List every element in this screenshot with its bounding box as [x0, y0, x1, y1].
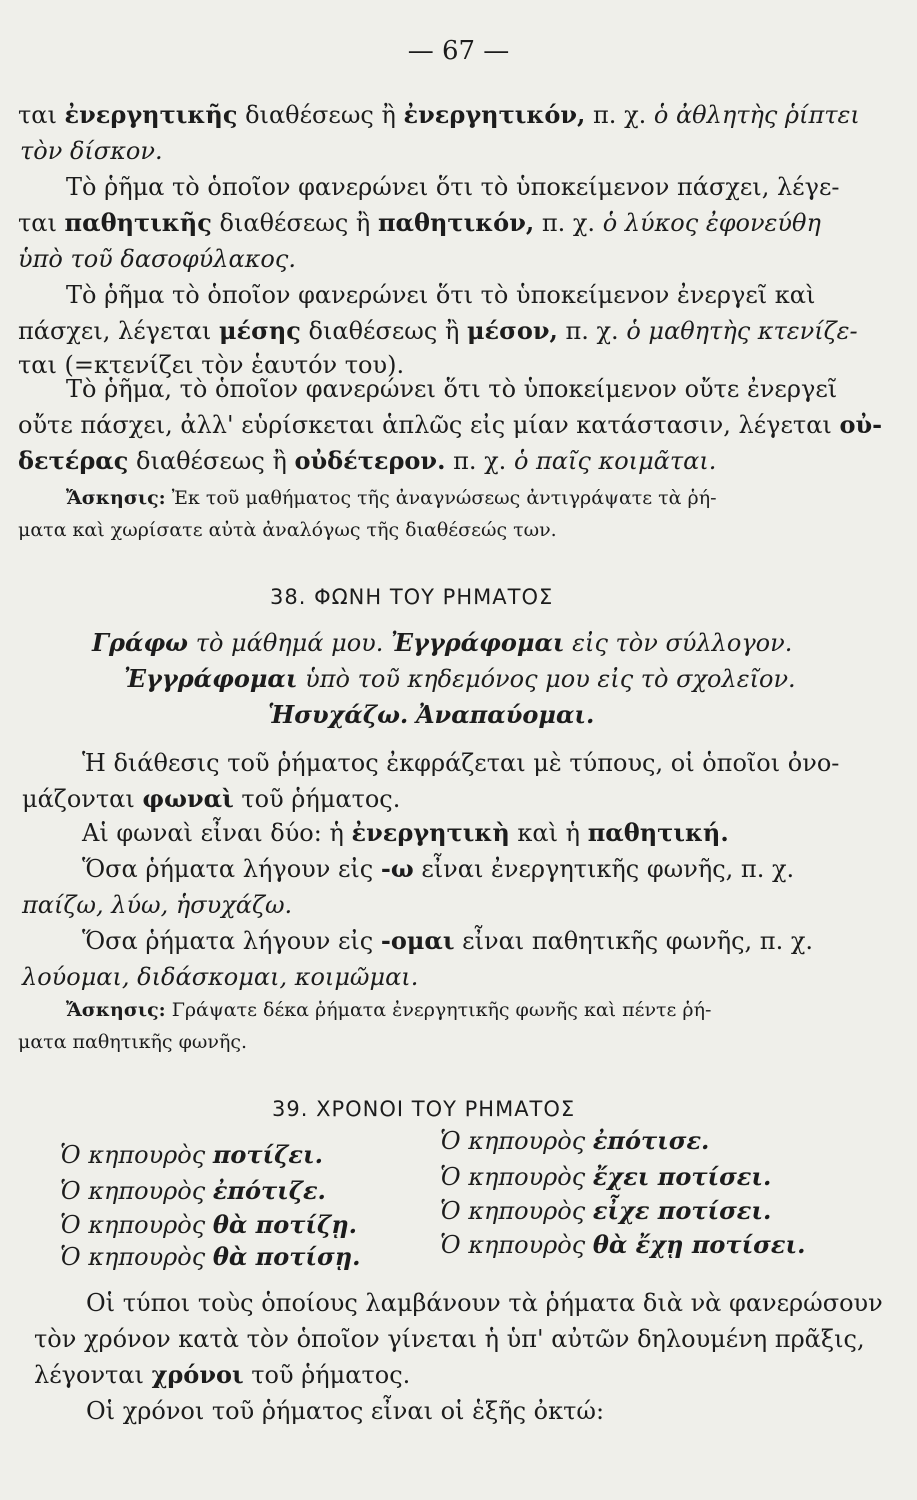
text: διαθέσεως ἢ	[308, 317, 460, 345]
example: τὸ μάθημά μου.	[195, 629, 384, 657]
example-verb: θὰ ποτίζῃ.	[212, 1210, 358, 1239]
tense-example-left-1	[60, 1140, 323, 1170]
example-verb: ἔχει ποτίσει.	[592, 1162, 772, 1191]
text: π. χ.	[593, 101, 647, 129]
page-number: — 67 —	[407, 36, 510, 66]
text: Ἐκ τοῦ μαθήματος τῆς ἀναγνώσεως ἀντιγράψατε τὰ ῥή-	[171, 487, 717, 509]
para3-line2	[18, 316, 858, 346]
example: Ὁ κηπουρὸς	[440, 1127, 586, 1155]
example-verb: θὰ ἔχῃ ποτίσει.	[592, 1230, 806, 1259]
term-voices: φωναὶ	[142, 784, 234, 813]
para2-line3	[18, 244, 296, 274]
ending-omega: -ω	[380, 854, 414, 883]
text: Ὅσα ῥήματα λήγουν εἰς	[82, 927, 374, 955]
text: διαθέσεως ἢ	[219, 209, 371, 237]
text: π. χ.	[453, 447, 507, 475]
exercise2-line1	[66, 998, 711, 1022]
section38-example2	[124, 664, 796, 694]
example-verb: Ἐγγράφομαι	[124, 664, 298, 693]
tense-example-left-3	[60, 1210, 357, 1240]
example: Ὁ κηπουρὸς	[60, 1177, 206, 1205]
para2-line2	[18, 208, 821, 238]
text: κτενίζει τὸν ἑαυτόν του).	[94, 351, 405, 379]
text: λέγονται	[34, 1361, 144, 1389]
example: Ὁ κηπουρὸς	[60, 1141, 206, 1169]
text: τοῦ ῥήματος.	[251, 1361, 411, 1389]
example: παίζω, λύω, ἡσυχάζω.	[22, 891, 293, 919]
ending-omai: -ομαι	[380, 926, 455, 955]
section38-para4-line1	[82, 926, 813, 956]
text: π. χ.	[541, 209, 596, 237]
example-verb: Γράφω	[92, 628, 189, 657]
exercise2-line2: ματα παθητικῆς φωνῆς.	[18, 1031, 248, 1053]
para4-line1: Τὸ ῥῆμα, τὸ ὁποῖον φανερώνει ὅτι τὸ ὑποκείμενον οὔτε ἐνεργεῖ	[66, 375, 838, 403]
exercise1-line1	[66, 486, 717, 510]
example-verb: Ἀναπαύομαι.	[415, 700, 595, 729]
para4-line3	[18, 446, 716, 476]
text: ται	[18, 101, 57, 129]
section39-para1-line3	[34, 1360, 410, 1390]
example: Ὁ κηπουρὸς	[60, 1243, 206, 1271]
text: ται	[18, 209, 57, 237]
tense-example-right-4	[440, 1230, 805, 1260]
text: Γράψατε δέκα ῥήματα ἐνεργητικῆς φωνῆς καὶ πέντε ῥή-	[171, 999, 712, 1021]
example: ὁ ἀθλητὴς ῥίπτει	[653, 101, 860, 129]
text: διαθέσεως ἢ	[136, 447, 287, 475]
exercise-label: Ἄσκησις:	[66, 487, 166, 509]
section39-para2: Οἱ χρόνοι τοῦ ῥήματος εἶναι οἱ ἑξῆς ὀκτώ:	[86, 1397, 605, 1425]
section38-para3-line1	[82, 854, 794, 884]
term-active: ἐνεργητικῆς	[64, 100, 238, 129]
tense-example-right-1	[440, 1126, 709, 1156]
example: Ὁ κηπουρὸς	[440, 1231, 586, 1259]
section39-para1-line2: τὸν χρόνον κατὰ τὸν ὁποῖον γίνεται ἡ ὑπ' αὐτῶν δηλουμένη πρᾶξις,	[34, 1325, 865, 1353]
example: λούομαι, διδάσκομαι, κοιμῶμαι.	[22, 963, 419, 991]
term-neuter: δετέρας	[18, 446, 129, 475]
text: Ὅσα ῥήματα λήγουν εἰς	[82, 855, 374, 883]
text: πάσχει, λέγεται	[18, 317, 212, 345]
text: ται (=	[18, 351, 94, 379]
term-passive-noun: παθητικόν,	[377, 208, 535, 237]
section38-para4-line2	[22, 962, 418, 992]
example: τὸν δίσκον.	[20, 137, 163, 165]
section39-para1-line1: Οἱ τύποι τοὺς ὁποίους λαμβάνουν τὰ ῥήματα διὰ νὰ φανερώσουν	[86, 1289, 883, 1317]
term-middle: μέσης	[218, 316, 301, 345]
para1-line2	[20, 136, 163, 166]
term-passive-voice: παθητική.	[587, 818, 729, 847]
para1-line1	[18, 100, 860, 130]
term-neuter-start: οὐ-	[839, 410, 883, 439]
exercise-label: Ἄσκησις:	[66, 999, 166, 1021]
example-verb: θὰ ποτίσῃ.	[212, 1242, 361, 1271]
para3-line1: Τὸ ῥῆμα τὸ ὁποῖον φανερώνει ὅτι τὸ ὑποκείμενον ἐνεργεῖ καὶ	[66, 281, 816, 309]
example-verb: ἐπότιζε.	[212, 1176, 326, 1205]
term-active-noun: ἐνεργητικόν,	[403, 100, 586, 129]
text: οὔτε πάσχει, ἀλλ' εὑρίσκεται ἁπλῶς εἰς μίαν κατάστασιν, λέγεται	[18, 411, 832, 439]
term-neuter-noun: οὐδέτερον.	[294, 446, 446, 475]
example-verb: ποτίζει.	[212, 1140, 323, 1169]
term-active-voice: ἐνεργητικὴ	[351, 818, 510, 847]
example: ὑπὸ τοῦ κηδεμόνος μου εἰς τὸ σχολεῖον.	[305, 665, 796, 693]
example: Ὁ κηπουρὸς	[440, 1163, 586, 1191]
example: Ὁ κηπουρὸς	[440, 1197, 586, 1225]
term-middle-noun: μέσον,	[466, 316, 558, 345]
text: τοῦ ῥήματος.	[241, 785, 401, 813]
example: εἰς τὸν σύλλογον.	[572, 629, 793, 657]
text: μάζονται	[22, 785, 135, 813]
tense-example-left-4	[60, 1242, 361, 1272]
term-passive: παθητικῆς	[64, 208, 212, 237]
example-verb: ἐπότισε.	[592, 1126, 710, 1155]
example: ὁ λύκος ἐφονεύθη	[602, 209, 821, 237]
tense-example-right-2	[440, 1162, 771, 1192]
para4-line2	[18, 410, 882, 440]
text: εἶναι παθητικῆς φωνῆς, π. χ.	[462, 927, 814, 955]
example: ὑπὸ τοῦ δασοφύλακος.	[18, 245, 296, 273]
section38-example3	[268, 700, 594, 730]
term-tenses: χρόνοι	[151, 1360, 244, 1389]
text: Αἱ φωναὶ εἶναι δύο: ἡ	[82, 819, 344, 847]
text: εἶναι ἐνεργητικῆς φωνῆς, π. χ.	[421, 855, 795, 883]
example-verb: Ἡσυχάζω.	[268, 700, 409, 729]
example-verb: Ἐγγράφομαι	[391, 628, 565, 657]
section39-heading: 39. ΧΡΟΝΟΙ ΤΟΥ ΡΗΜΑΤΟΣ	[272, 1097, 576, 1121]
example: ὁ παῖς κοιμᾶται.	[513, 447, 717, 475]
example: Ὁ κηπουρὸς	[60, 1211, 206, 1239]
tense-example-left-2	[60, 1176, 326, 1206]
section38-heading: 38. ΦΩΝΗ ΤΟΥ ΡΗΜΑΤΟΣ	[270, 585, 554, 609]
example-verb: εἶχε ποτίσει.	[592, 1196, 772, 1225]
section38-para1-line1: Ἡ διάθεσις τοῦ ῥήματος ἐκφράζεται μὲ τύπους, οἱ ὁποῖοι ὀνο-	[82, 749, 840, 777]
section38-example1	[92, 628, 792, 658]
text: π. χ.	[565, 317, 619, 345]
example: ὁ μαθητὴς κτενίζε-	[626, 317, 858, 345]
para2-line1: Τὸ ῥῆμα τὸ ὁποῖον φανερώνει ὅτι τὸ ὑποκείμενον πάσχει, λέγε-	[66, 173, 840, 201]
section38-para2	[82, 818, 729, 848]
text: καὶ ἡ	[517, 819, 581, 847]
section38-para1-line2	[22, 784, 400, 814]
section38-para3-line2	[22, 890, 292, 920]
exercise1-line2: ματα καὶ χωρίσατε αὐτὰ ἀναλόγως τῆς διαθέσεώς των.	[18, 519, 557, 541]
tense-example-right-3	[440, 1196, 771, 1226]
text: διαθέσεως ἢ	[245, 101, 396, 129]
